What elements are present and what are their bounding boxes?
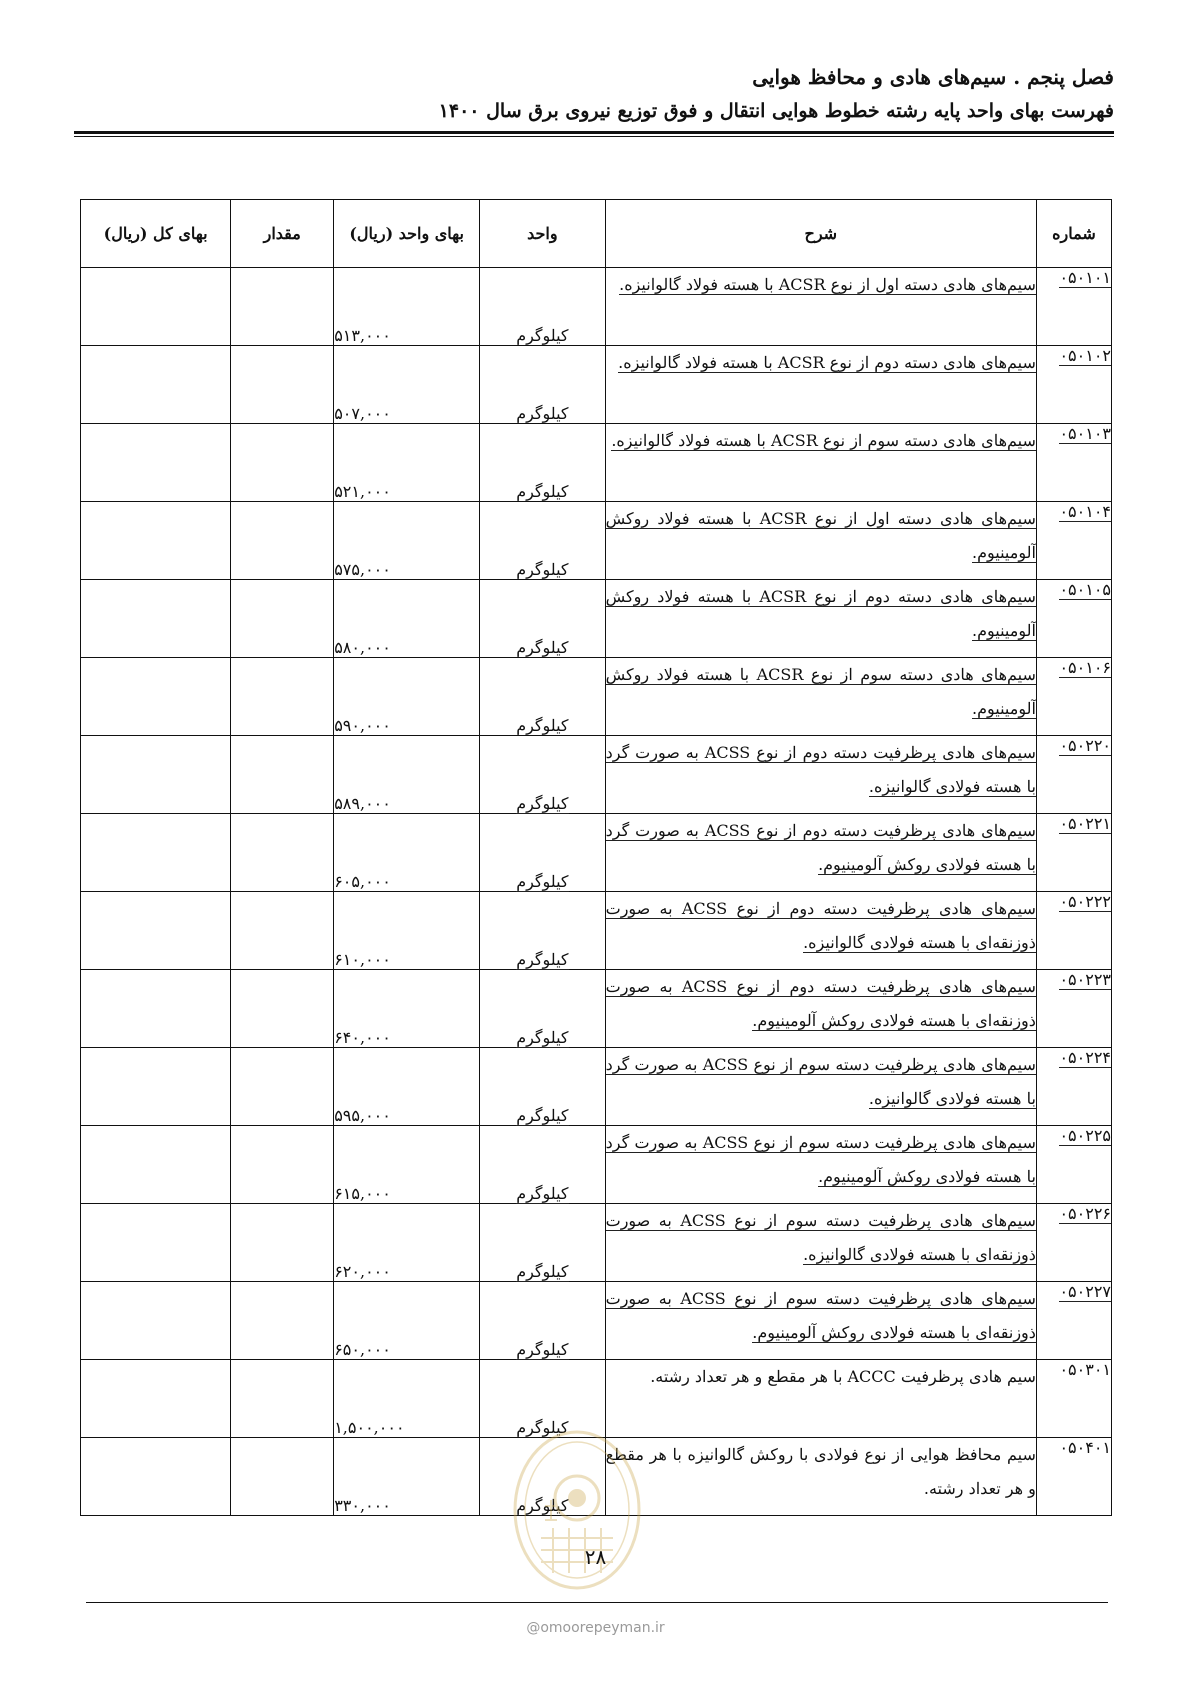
- table-row: [81, 502, 1112, 580]
- item-unit-text: کیلوگرم: [516, 1340, 569, 1359]
- item-unit: کیلوگرم: [480, 502, 606, 580]
- item-total: [81, 1048, 231, 1126]
- item-unit-text: کیلوگرم: [516, 872, 569, 891]
- column-header-unit-price: بهای واحد (ریال): [334, 200, 480, 268]
- item-unit-text: کیلوگرم: [516, 1028, 569, 1047]
- table-row: [81, 1204, 1112, 1282]
- item-unit-price: ۵۹۵,۰۰۰: [334, 1048, 480, 1126]
- item-code: [1036, 970, 1111, 1048]
- item-unit: [480, 892, 606, 970]
- item-unit: کیلوگرم: [480, 1438, 606, 1516]
- item-quantity: [231, 1360, 334, 1438]
- page-header: [74, 60, 1114, 128]
- item-description: [605, 970, 1036, 1048]
- item-description: سیم هادی پرظرفیت ACCC با هر مقطع و هر تعداد رشته.: [605, 1360, 1036, 1438]
- item-unit-price: ۵۷۵,۰۰۰: [334, 502, 480, 580]
- item-description-text: سیم‌های هادی دسته اول از نوع ACSR با هسته فولاد گالوانیزه.: [619, 275, 1036, 294]
- item-unit-text: کیلوگرم: [516, 794, 569, 813]
- item-quantity: [231, 1048, 334, 1126]
- table-row: [81, 424, 1112, 502]
- item-description: [605, 814, 1036, 892]
- item-unit-text: کیلوگرم: [516, 950, 569, 969]
- item-code: [1036, 892, 1111, 970]
- item-total: [81, 1282, 231, 1360]
- price-table: [80, 199, 1112, 1516]
- item-unit-price: ۵۸۹,۰۰۰: [334, 736, 480, 814]
- item-code: [1036, 736, 1111, 814]
- item-description: [605, 1126, 1036, 1204]
- item-quantity: [231, 1282, 334, 1360]
- item-quantity: [231, 268, 334, 346]
- item-total: [81, 970, 231, 1048]
- item-code: [1036, 1048, 1111, 1126]
- item-code-text: ۰۵۰۲۲۴: [1059, 1048, 1111, 1067]
- item-unit-text: کیلوگرم: [516, 1106, 569, 1125]
- item-unit-text: کیلوگرم: [516, 1184, 569, 1203]
- item-unit-price: ۶۵۰,۰۰۰: [334, 1282, 480, 1360]
- item-unit-price: ۶۱۵,۰۰۰: [334, 1126, 480, 1204]
- item-code-text: ۰۵۰۲۲۳: [1059, 970, 1111, 989]
- item-unit-price: ۱,۵۰۰,۰۰۰: [334, 1360, 480, 1438]
- column-header-description: شرح: [605, 200, 1036, 268]
- item-unit: [480, 736, 606, 814]
- item-description: [605, 580, 1036, 658]
- table-row: [81, 268, 1112, 346]
- item-unit-price: ۵۲۱,۰۰۰: [334, 424, 480, 502]
- item-description-text: سیم‌های هادی پرظرفیت دسته سوم از نوع ACSS به صورت ذوزنقه‌ای با هسته فولادی روکش آلومینیوم.: [605, 1289, 1036, 1342]
- item-total: [81, 736, 231, 814]
- item-unit: [480, 1126, 606, 1204]
- item-unit-text: کیلوگرم: [516, 1262, 569, 1281]
- item-code: ۰۵۰۳۰۱: [1036, 1360, 1111, 1438]
- item-code: [1036, 658, 1111, 736]
- item-unit: [480, 1204, 606, 1282]
- item-total: [81, 346, 231, 424]
- item-code: [1036, 424, 1111, 502]
- item-unit-price: ۶۴۰,۰۰۰: [334, 970, 480, 1048]
- item-code: [1036, 1282, 1111, 1360]
- item-code: [1036, 1204, 1111, 1282]
- item-description-text: سیم‌های هادی دسته سوم از نوع ACSR با هسته فولاد گالوانیزه.: [611, 431, 1036, 450]
- header-rule-thick: [74, 131, 1114, 134]
- item-total: [81, 502, 231, 580]
- item-code-text: ۰۵۰۱۰۵: [1059, 580, 1111, 599]
- item-quantity: [231, 892, 334, 970]
- item-description: [605, 346, 1036, 424]
- column-header-unit: واحد: [480, 200, 606, 268]
- item-unit: کیلوگرم: [480, 268, 606, 346]
- item-code-text: ۰۵۰۲۲۲: [1059, 892, 1111, 911]
- item-code-text: ۰۵۰۲۲۰: [1059, 736, 1111, 755]
- item-unit: کیلوگرم: [480, 1360, 606, 1438]
- column-header-total-price: بهای کل (ریال): [81, 200, 231, 268]
- item-unit: [480, 1048, 606, 1126]
- item-code-text: ۰۵۰۱۰۶: [1059, 658, 1111, 677]
- item-total: [81, 814, 231, 892]
- footer-rule: [86, 1602, 1108, 1603]
- item-total: [81, 1204, 231, 1282]
- table-row: [81, 892, 1112, 970]
- item-total: [81, 658, 231, 736]
- item-quantity: [231, 1126, 334, 1204]
- item-quantity: [231, 346, 334, 424]
- item-code-text: ۰۵۰۱۰۱: [1059, 268, 1111, 287]
- item-quantity: [231, 1204, 334, 1282]
- item-unit-price: ۵۹۰,۰۰۰: [334, 658, 480, 736]
- item-description: [605, 424, 1036, 502]
- item-code: [1036, 502, 1111, 580]
- item-total: [81, 1360, 231, 1438]
- item-quantity: [231, 736, 334, 814]
- item-description-text: سیم‌های هادی دسته دوم از نوع ACSR با هسته فولاد گالوانیزه.: [618, 353, 1036, 372]
- table-row: [81, 658, 1112, 736]
- item-description-text: سیم‌های هادی پرظرفیت دسته سوم از نوع ACSS به صورت گرد با هسته فولادی گالوانیزه.: [605, 1055, 1036, 1108]
- item-description: سیم محافظ هوایی از نوع فولادی با روکش گالوانیزه با هر مقطع و هر تعداد رشته.: [605, 1438, 1036, 1516]
- item-unit-price: ۵۰۷,۰۰۰: [334, 346, 480, 424]
- item-code-text: ۰۵۰۲۲۷: [1059, 1282, 1111, 1301]
- table-row: [81, 1360, 1112, 1438]
- item-description-text: سیم‌های هادی پرظرفیت دسته دوم از نوع ACSS به صورت گرد با هسته فولادی گالوانیزه.: [605, 743, 1036, 796]
- item-code: [1036, 268, 1111, 346]
- item-unit: کیلوگرم: [480, 580, 606, 658]
- item-quantity: [231, 502, 334, 580]
- item-code: [1036, 346, 1111, 424]
- item-unit: کیلوگرم: [480, 424, 606, 502]
- item-code-text: ۰۵۰۲۲۱: [1059, 814, 1111, 833]
- item-code: [1036, 814, 1111, 892]
- item-code: ۰۵۰۴۰۱: [1036, 1438, 1111, 1516]
- item-description-text: سیم‌های هادی پرظرفیت دسته سوم از نوع ACSS به صورت گرد با هسته فولادی روکش آلومینیوم.: [605, 1133, 1036, 1186]
- website-credit: @omoorepeyman.ir: [526, 1620, 665, 1636]
- table-row: [81, 736, 1112, 814]
- item-code-text: ۰۵۰۱۰۴: [1059, 502, 1111, 521]
- table-row: [81, 814, 1112, 892]
- item-unit-price: ۶۲۰,۰۰۰: [334, 1204, 480, 1282]
- item-quantity: [231, 814, 334, 892]
- table-header-row: [81, 200, 1112, 268]
- item-description: [605, 736, 1036, 814]
- item-unit-price: ۶۰۵,۰۰۰: [334, 814, 480, 892]
- item-description-text: سیم‌های هادی دسته اول از نوع ACSR با هسته فولاد روکش آلومینیوم.: [605, 509, 1036, 562]
- table-row: [81, 1438, 1112, 1516]
- item-code-text: ۰۵۰۱۰۳: [1059, 424, 1111, 443]
- item-quantity: [231, 424, 334, 502]
- item-unit-price: ۳۳۰,۰۰۰: [334, 1438, 480, 1516]
- item-description-text: سیم‌های هادی پرظرفیت دسته دوم از نوع ACSS به صورت گرد با هسته فولادی روکش آلومینیوم.: [605, 821, 1036, 874]
- item-description: [605, 1204, 1036, 1282]
- item-description: [605, 268, 1036, 346]
- table-row: [81, 1282, 1112, 1360]
- item-description: [605, 892, 1036, 970]
- document-subtitle: فهرست بهای واحد پایه رشته خطوط هوایی انتقال و فوق توزیع نیروی برق سال ۱۴۰۰: [438, 100, 1114, 122]
- table-row: [81, 580, 1112, 658]
- item-code: [1036, 1126, 1111, 1204]
- table-row: [81, 346, 1112, 424]
- table-row: [81, 1126, 1112, 1204]
- item-quantity: [231, 580, 334, 658]
- item-code-text: ۰۵۰۱۰۲: [1059, 346, 1111, 365]
- item-total: [81, 268, 231, 346]
- table-row: [81, 970, 1112, 1048]
- item-description-text: سیم‌های هادی دسته دوم از نوع ACSR با هسته فولاد روکش آلومینیوم.: [605, 587, 1036, 640]
- item-description: [605, 1048, 1036, 1126]
- item-description-text: سیم‌های هادی پرظرفیت دسته سوم از نوع ACSS به صورت ذوزنقه‌ای با هسته فولادی گالوانیزه.: [605, 1211, 1036, 1264]
- item-unit: کیلوگرم: [480, 346, 606, 424]
- item-unit: کیلوگرم: [480, 658, 606, 736]
- item-quantity: [231, 970, 334, 1048]
- item-unit: [480, 814, 606, 892]
- item-total: [81, 580, 231, 658]
- item-quantity: [231, 1438, 334, 1516]
- header-rule-thin: [74, 136, 1114, 137]
- item-total: [81, 424, 231, 502]
- page-number: ۲۸: [584, 1545, 607, 1569]
- chapter-title: فصل پنجم . سیم‌های هادی و محافظ هوایی: [752, 65, 1114, 89]
- item-unit: [480, 1282, 606, 1360]
- item-total: [81, 1438, 231, 1516]
- item-total: [81, 892, 231, 970]
- column-header-code: شماره: [1036, 200, 1111, 268]
- column-header-quantity: مقدار: [231, 200, 334, 268]
- item-description: [605, 502, 1036, 580]
- item-description-text: سیم‌های هادی دسته سوم از نوع ACSR با هسته فولاد روکش آلومینیوم.: [605, 665, 1036, 718]
- item-description-text: سیم‌های هادی پرظرفیت دسته دوم از نوع ACSS به صورت ذوزنقه‌ای با هسته فولادی گالوانیزه.: [605, 899, 1036, 952]
- table-row: [81, 1048, 1112, 1126]
- item-code: [1036, 580, 1111, 658]
- item-description-text: سیم‌های هادی پرظرفیت دسته دوم از نوع ACSS به صورت ذوزنقه‌ای با هسته فولادی روکش آلومینیوم.: [605, 977, 1036, 1030]
- item-unit: [480, 970, 606, 1048]
- item-code-text: ۰۵۰۲۲۶: [1059, 1204, 1111, 1223]
- item-unit-price: ۶۱۰,۰۰۰: [334, 892, 480, 970]
- item-unit-price: ۵۱۳,۰۰۰: [334, 268, 480, 346]
- item-total: [81, 1126, 231, 1204]
- item-description: [605, 1282, 1036, 1360]
- item-quantity: [231, 658, 334, 736]
- item-code-text: ۰۵۰۲۲۵: [1059, 1126, 1111, 1145]
- item-unit-price: ۵۸۰,۰۰۰: [334, 580, 480, 658]
- item-description: [605, 658, 1036, 736]
